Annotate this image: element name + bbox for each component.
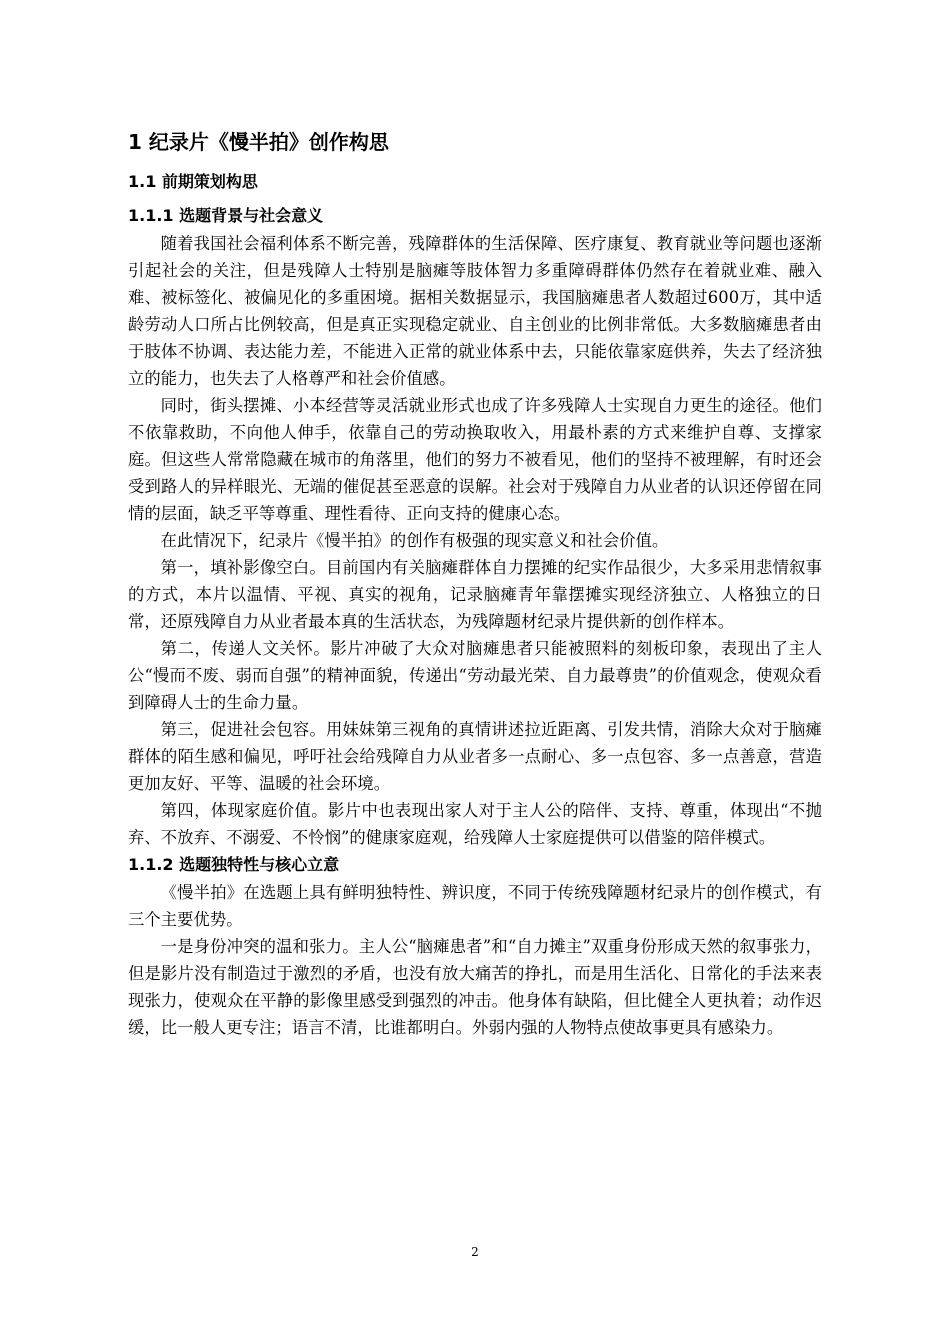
paragraph: 一是身份冲突的温和张力。主人公“脑瘫患者”和“自力摊主”双重身份形成天然的叙事张力，但是影片没有制造过于激烈的矛盾，也没有放大痛苦的挣扎，而是用生活化、日常化的手法来表现张力，使观众在平静的影像里感受到强烈的冲击。他身体有缺陷，但比健全人更执着；动作迟缓，比一般人更专注；语言不清，比谁都明白。外弱内强的人物特点使故事更具有感染力。 bbox=[128, 937, 822, 1037]
document-page bbox=[128, 128, 822, 1041]
page-number: 2 bbox=[471, 1245, 479, 1259]
paragraph: 在此情况下，纪录片《慢半拍》的创作有极强的现实意义和社会价值。 bbox=[160, 531, 669, 550]
subsection-heading-1: 1.1.1 选题背景与社会意义 bbox=[128, 206, 324, 225]
subsection-heading-2: 1.1.2 选题独特性与核心立意 bbox=[128, 855, 340, 874]
paragraph: 第一，填补影像空白。目前国内有关脑瘫群体自力摆摊的纪实作品很少，大多采用悲情叙事的方式，本片以温情、平视、真实的视角，记录脑瘫青年靠摆摊实现经济独立、人格独立的日常，还原残障自力从业者最本真的生活状态，为残障题材纪录片提供新的创作样本。 bbox=[128, 558, 822, 631]
paragraph: 同时，街头摆摊、小本经营等灵活就业形式也成了许多残障人士实现自力更生的途径。他们不依靠救助，不向他人伸手，依靠自己的劳动换取收入，用最朴素的方式来维护自尊、支撑家庭。但这些人常常隐藏在城市的角落里，他们的努力不被看见，他们的坚持不被理解，有时还会受到路人的异样眼光、无端的催促甚至恶意的误解。社会对于残障自力从业者的认识还停留在同情的层面，缺乏平等尊重、理性看待、正向支持的健康心态。 bbox=[128, 396, 822, 523]
paragraph: 《慢半拍》在选题上具有鲜明独特性、辨识度，不同于传统残障题材纪录片的创作模式，有三个主要优势。 bbox=[128, 883, 822, 929]
section-heading: 1.1 前期策划构思 bbox=[128, 172, 258, 191]
chapter-heading: 1 纪录片《慢半拍》创作构思 bbox=[128, 130, 389, 154]
paragraph: 随着我国社会福利体系不断完善，残障群体的生活保障、医疗康复、教育就业等问题也逐渐引起社会的关注，但是残障人士特别是脑瘫等肢体智力多重障碍群体仍然存在着就业难、融入难、被标签化、被偏见化的多重困境。据相关数据显示，我国脑瘫患者人数超过600万，其中适龄劳动人口所占比例较高，但是真正实现稳定就业、自主创业的比例非常低。大多数脑瘫患者由于肢体不协调、表达能力差，不能进入正常的就业体系中去，只能依靠家庭供养，失去了经济独立的能力，也失去了人格尊严和社会价值感。 bbox=[128, 234, 822, 388]
paragraph: 第三，促进社会包容。用妹妹第三视角的真情讲述拉近距离、引发共情，消除大众对于脑瘫群体的陌生感和偏见，呼吁社会给残障自力从业者多一点耐心、多一点包容、多一点善意，营造更加友好、平等、温暖的社会环境。 bbox=[128, 720, 822, 793]
paragraph: 第四，体现家庭价值。影片中也表现出家人对于主人公的陪伴、支持、尊重，体现出“不抛弃、不放弃、不溺爱、不怜悯”的健康家庭观，给残障人士家庭提供可以借鉴的陪伴模式。 bbox=[128, 801, 822, 847]
paragraph: 第二，传递人文关怀。影片冲破了大众对脑瘫患者只能被照料的刻板印象，表现出了主人公“慢而不废、弱而自强”的精神面貌，传递出“劳动最光荣、自力最尊贵”的价值观念，使观众看到障碍人士的生命力量。 bbox=[128, 639, 822, 712]
